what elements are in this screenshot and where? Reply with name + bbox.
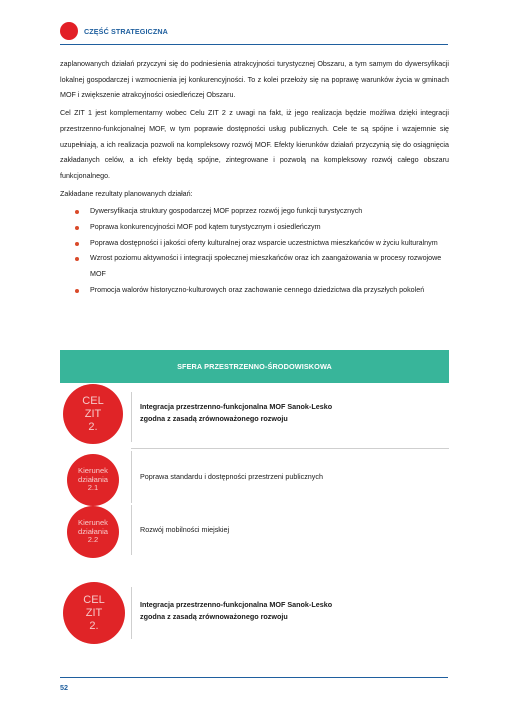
goal-text: Integracja przestrzenno-funkcjonalna MOF Sanok-Lesko zgodna z zasadą zrównoważonego rozwoju <box>140 600 333 621</box>
direction-badge <box>67 506 119 558</box>
row-divider <box>131 448 449 449</box>
footer-divider <box>60 677 448 678</box>
paragraph: zaplanowanych działań przyczyni się do podniesienia atrakcyjności turystycznej Obszaru, a tym samym do dywersyfikacji lokalnej gospodarczej i wzmocnienia jej konkurencyjności. To z kolei przełoży się na poprawę warunków życia w gminach MOF i zwiększenie atrakcyjności osiedleńczej Obszaru. <box>60 60 449 100</box>
body-text <box>60 57 449 299</box>
badge-line: 2.2 <box>87 535 99 545</box>
goal-badge <box>63 384 123 444</box>
paragraph: Cel ZIT 1 jest komplementarny wobec Celu ZIT 2 z uwagi na fakt, iż jego realizacja będzie możliwa dzięki integracji przestrzenno-funkcjonalnej MOF, w tym poprawie dostępności usług publicznych. Cele te są spójne i wzajemnie się uzupełniają, a ich realizacja pozwoli na kompleksowy rozwój MOF. Efekty kierunków działań przyczynią się do osiągnięcia zakładanych celów, a ich efekty będą spójne, zintegrowane i pozwolą na kompleksowy rozwój całego obszaru funkcjonalnego. <box>60 109 449 180</box>
bullet-item <box>60 283 449 299</box>
bullet-text: Poprawa dostępności i jakości oferty kulturalnej oraz wsparcie uczestnictwa mieszkańców w życiu kulturalnym <box>90 238 438 247</box>
direction-badge <box>67 454 119 506</box>
bullet-text: Poprawa konkurencyjności MOF pod kątem turystycznym i osiedleńczym <box>90 223 321 232</box>
direction-row <box>60 505 449 557</box>
bullet-item <box>60 251 449 282</box>
badge-line: działania <box>78 526 108 536</box>
bullet-icon <box>75 226 79 230</box>
bullet-text: Dywersyfikacja struktury gospodarczej MOF poprzez rozwój jego funkcji turystycznych <box>90 207 363 216</box>
section-header-title: CZĘŚĆ STRATEGICZNA <box>84 27 168 36</box>
paragraph: Zakładane rezultaty planowanych działań: <box>60 189 193 198</box>
row-separator <box>131 505 132 555</box>
direction-row <box>60 451 449 503</box>
bullet-text: Wzrost poziomu aktywności i integracji społecznej mieszkańców oraz ich zaangażowania w procesy rozwojowe MOF <box>90 254 442 279</box>
badge-line: CEL <box>82 394 104 407</box>
header-logo-dot <box>60 22 78 40</box>
goal-row <box>60 575 449 645</box>
badge-line: CEL <box>83 593 105 606</box>
header-divider <box>60 44 448 45</box>
badge-line: ZIT <box>84 407 102 420</box>
row-separator <box>131 451 132 503</box>
row-separator <box>131 587 132 639</box>
results-bullet-list <box>60 204 449 298</box>
bullet-icon <box>75 257 79 261</box>
badge-line: Kierunek <box>78 465 108 475</box>
badge-line: działania <box>78 474 108 484</box>
badge-line: 2. <box>89 619 99 632</box>
bullet-icon <box>75 289 79 293</box>
badge-line: ZIT <box>85 606 103 619</box>
page-number: 52 <box>60 683 68 692</box>
goal-text: Integracja przestrzenno-funkcjonalna MOF Sanok-Lesko zgodna z zasadą zrównoważonego rozwoju <box>140 402 333 423</box>
bullet-item <box>60 236 449 252</box>
direction-text: Rozwój mobilności miejskiej <box>140 525 230 534</box>
goal-badge <box>63 582 125 644</box>
direction-text: Poprawa standardu i dostępności przestrzeni publicznych <box>140 472 323 481</box>
bullet-item <box>60 220 449 236</box>
badge-line: 2. <box>88 420 98 433</box>
badge-line: Kierunek <box>78 517 108 527</box>
bullet-icon <box>75 210 79 214</box>
bullet-icon <box>75 242 79 246</box>
badge-line: 2.1 <box>87 483 99 493</box>
bullet-text: Promocja walorów historyczno-kulturowych oraz zachowanie cennego dziedzictwa dla przyszłych pokoleń <box>90 285 425 294</box>
goal-row <box>60 384 449 450</box>
row-separator <box>131 392 132 442</box>
bullet-item <box>60 204 449 220</box>
section-band-title: SFERA PRZESTRZENNO-ŚRODOWISKOWA <box>60 350 449 383</box>
